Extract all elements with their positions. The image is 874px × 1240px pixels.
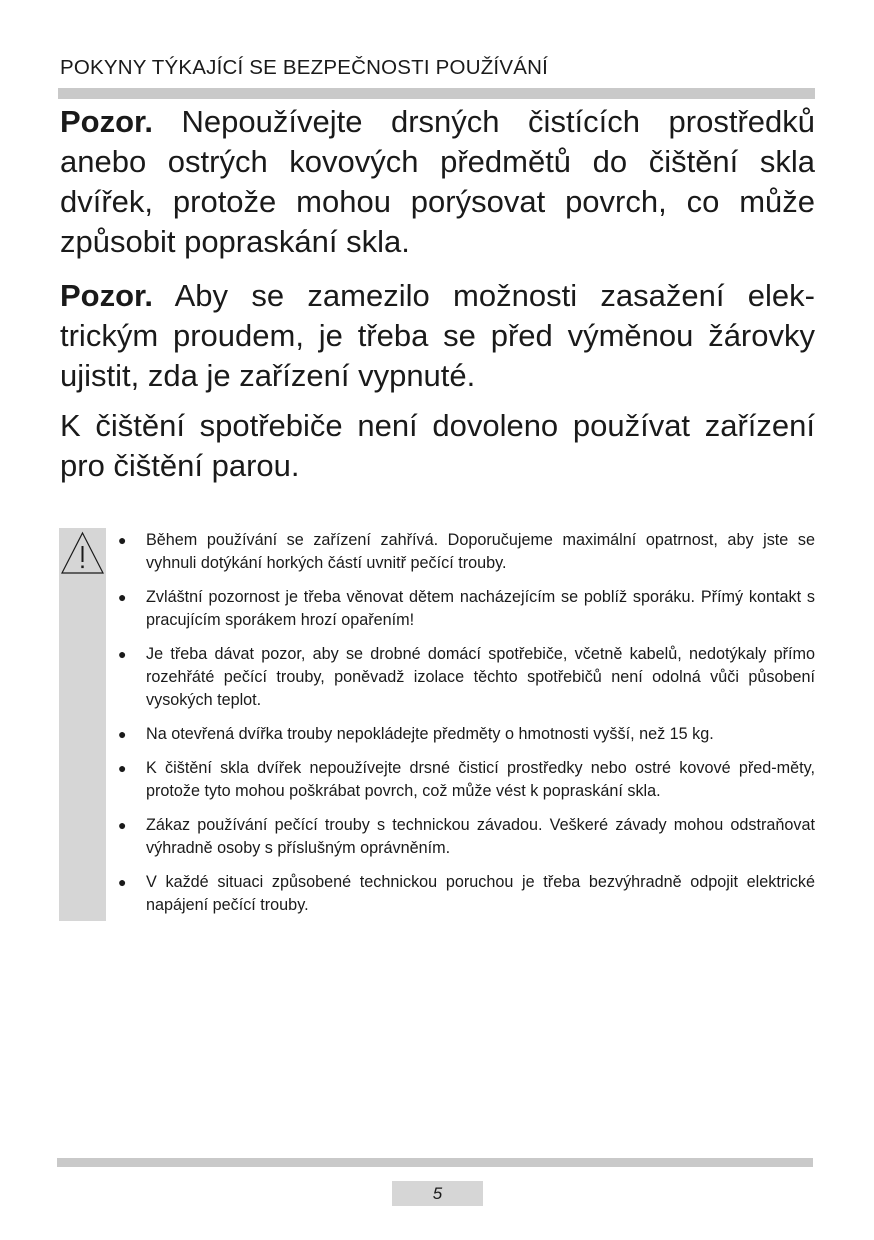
caution-lead: Pozor.	[60, 278, 154, 313]
list-item-text: Na otevřená dvířka trouby nepokládejte předměty o hmotnosti vyšší, než 15 kg.	[146, 725, 714, 743]
list-item	[118, 871, 815, 917]
page-title: POKYNY TÝKAJÍCÍ SE BEZPEČNOSTI POUŽÍVÁNÍ	[60, 56, 548, 79]
caution-text: Aby se zamezilo možnosti zasažení elek-trickým proudem, je třeba se před výměnou žárovky ujistit, zda je zařízení vypnuté.	[60, 278, 815, 393]
list-item	[118, 814, 815, 860]
list-item-text: Zvláštní pozornost je třeba věnovat dětem nacházejícím se poblíž sporáku. Přímý kontakt s pracujícím sporákem hrozí opařením!	[146, 588, 815, 629]
list-item	[118, 529, 815, 575]
bullet-icon: ●	[118, 817, 127, 833]
bullet-icon: ●	[118, 646, 127, 662]
list-item-text: Je třeba dávat pozor, aby se drobné domácí spotřebiče, včetně kabelů, nedotýkaly přímo rozehřáté pečící trouby, poněvadž izolace těchto spotřebičů není odolná vůči působení vysokých teplot.	[146, 645, 815, 709]
list-item-text: Během používání se zařízení zahřívá. Doporučujeme maximální opatrnost, aby jste se vyhnuli dotýkání horkých částí uvnitř pečící trouby.	[146, 531, 815, 572]
caution-text: Nepoužívejte drsných čistících prostředků anebo ostrých kovových předmětů do čištění skla dvířek, protože mohou porýsovat povrch, co může způsobit popraskání skla.	[60, 104, 815, 259]
list-item-text: Zákaz používání pečící trouby s technickou závadou. Veškeré závady mohou odstraňovat výhradně osoby s příslušným oprávněním.	[146, 816, 815, 857]
warning-list	[118, 529, 815, 928]
header-divider	[58, 88, 815, 99]
list-item	[118, 757, 815, 803]
caution-lead: Pozor.	[60, 104, 154, 139]
bullet-icon: ●	[118, 726, 127, 742]
list-item	[118, 586, 815, 632]
bullet-icon: ●	[118, 532, 127, 548]
bullet-icon: ●	[118, 589, 127, 605]
footer-divider	[57, 1158, 813, 1167]
bullet-icon: ●	[118, 760, 127, 776]
list-item	[118, 643, 815, 712]
caution-paragraph-bulb	[60, 276, 815, 396]
bullet-icon: ●	[118, 874, 127, 890]
list-item-text: V každé situaci způsobené technickou poruchou je třeba bezvýhradně odpojit elektrické napájení pečící trouby.	[146, 873, 815, 914]
list-item	[118, 723, 815, 746]
steam-cleaning-notice: K čištění spotřebiče není dovoleno používat zařízení pro čištění parou.	[60, 408, 815, 483]
page-number: 5	[392, 1181, 483, 1206]
caution-paragraph-glass	[60, 102, 815, 262]
warning-triangle-icon	[59, 528, 106, 578]
warning-sidebar	[59, 528, 106, 921]
list-item-text: K čištění skla dvířek nepoužívejte drsné čisticí prostředky nebo ostré kovové před-měty, protože tyto mohou poškrábat povrch, což může vést k popraskání skla.	[146, 759, 815, 800]
